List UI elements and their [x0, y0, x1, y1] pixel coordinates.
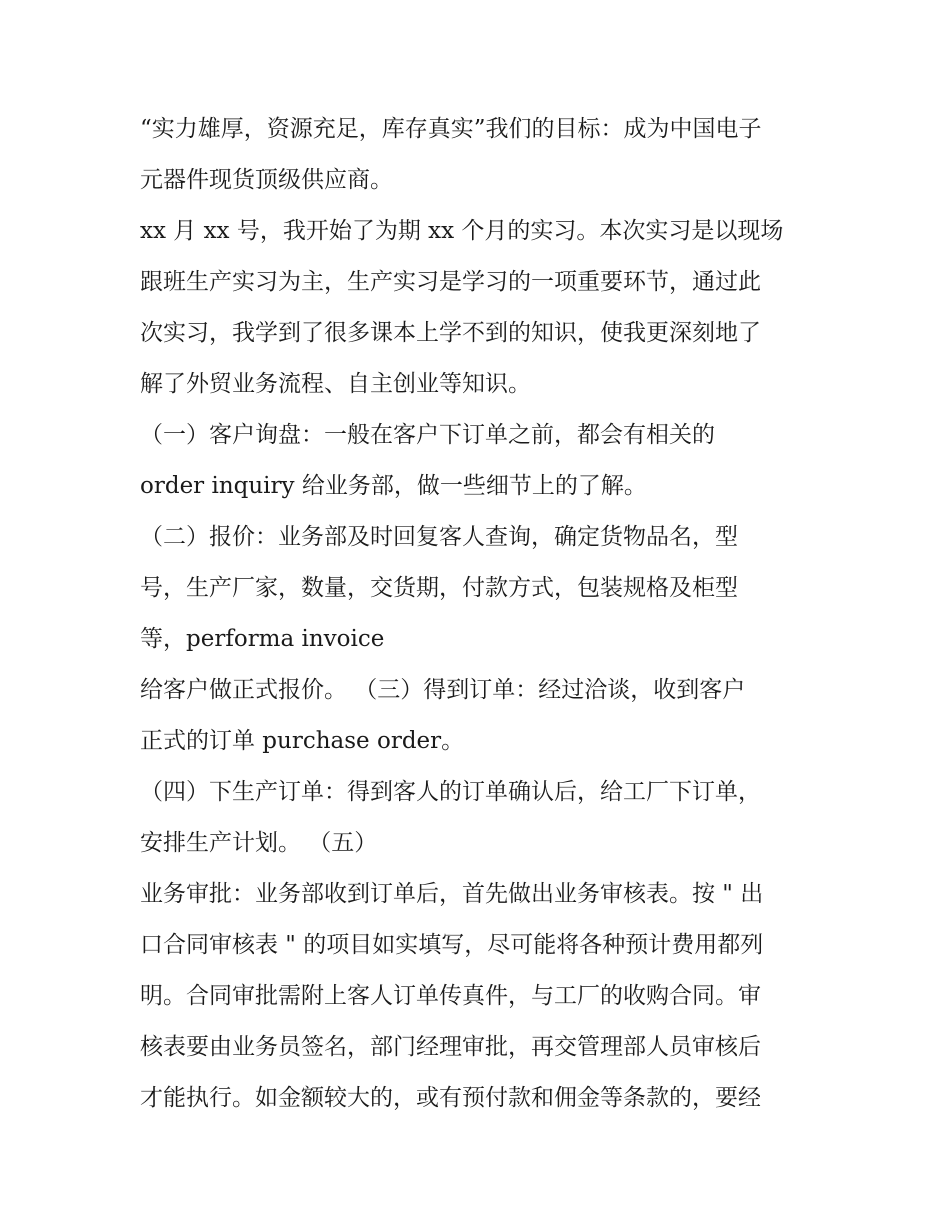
text-line-17: 口合同审核表 " 的项目如实填写，尽可能将各种预计费用都列 — [140, 932, 764, 958]
text-line-6: 解了外贸业务流程、自主创业等知识。 — [140, 371, 531, 397]
text-line-2: 元器件现货顶级供应商。 — [140, 167, 393, 193]
text-line-13: 正式的订单 purchase order。 — [140, 728, 465, 754]
text-line-20: 才能执行。如金额较大的，或有预付款和佣金等条款的，要经 — [140, 1085, 761, 1111]
text-line-7: （一）客户询盘：一般在客户下订单之前，都会有相关的 — [140, 422, 715, 448]
text-line-9: （二）报价：业务部及时回复客人查询，确定货物品名，型 — [140, 524, 738, 550]
text-line-4: 跟班生产实习为主，生产实习是学习的一项重要环节，通过此 — [140, 269, 761, 295]
text-line-18: 明。合同审批需附上客人订单传真件，与工厂的收购合同。审 — [140, 983, 761, 1009]
text-line-11: 等，performa invoice — [140, 626, 385, 652]
text-line-19: 核表要由业务员签名，部门经理审批，再交管理部人员审核后 — [140, 1034, 761, 1060]
text-line-15: 安排生产计划。 （五） — [140, 830, 378, 856]
text-line-16: 业务审批：业务部收到订单后，首先做出业务审核表。按 " 出 — [140, 881, 764, 907]
text-line-12: 给客户做正式报价。 （三）得到订单：经过洽谈，收到客户 — [140, 677, 746, 703]
text-line-3: xx 月 xx 号，我开始了为期 xx 个月的实习。本次实习是以现场 — [140, 218, 784, 244]
text-line-1: “实力雄厚，资源充足，库存真实”我们的目标：成为中国电子 — [140, 116, 762, 142]
text-line-14: （四）下生产订单：得到客人的订单确认后，给工厂下订单， — [140, 779, 761, 805]
document-body — [140, 104, 830, 1124]
text-line-8: order inquiry 给业务部，做一些细节上的了解。 — [140, 473, 647, 499]
text-line-10: 号，生产厂家，数量，交货期，付款方式，包装规格及柜型 — [140, 575, 738, 601]
text-line-5: 次实习，我学到了很多课本上学不到的知识，使我更深刻地了 — [140, 320, 761, 346]
